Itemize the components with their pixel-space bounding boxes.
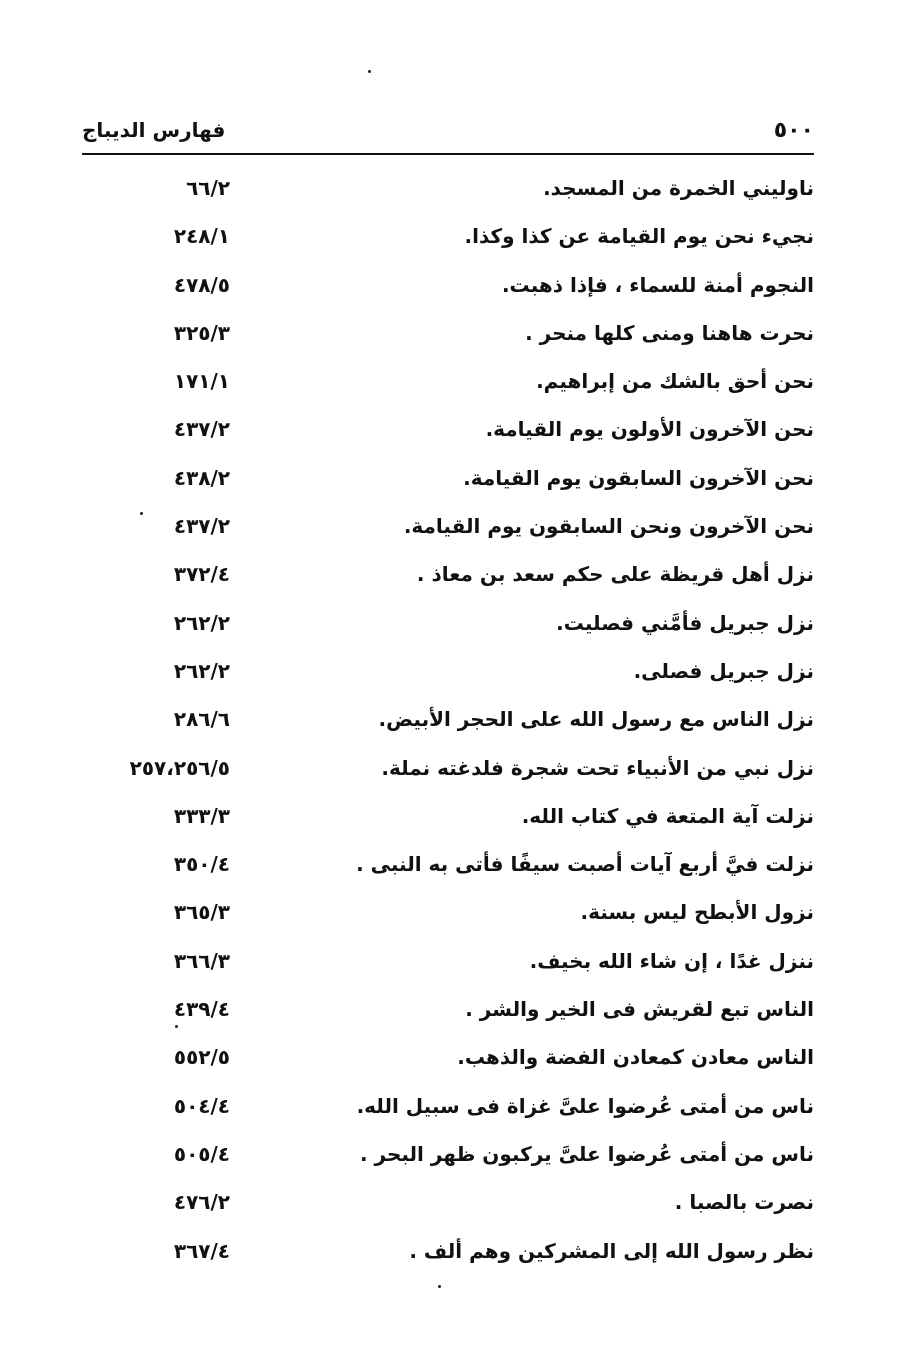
scan-speck <box>140 512 143 515</box>
entry-text: ناس من أمتى عُرضوا علىَّ يركبون ظهر البحر . <box>359 1141 814 1166</box>
entry-text: نزول الأبطح ليس بسنة. <box>580 900 814 925</box>
entry-text: نزل جبريل فصلى. <box>633 658 814 683</box>
entry-reference: ٣٣٣/٣ <box>173 803 230 828</box>
index-entry <box>100 896 814 944</box>
index-entry <box>100 269 814 317</box>
index-entry <box>100 607 814 655</box>
entry-reference: ٢٦٢/٢ <box>173 610 230 635</box>
index-entry <box>100 1041 814 1089</box>
index-entry <box>100 1235 814 1283</box>
entry-reference: ٣٦٧/٤ <box>173 1238 230 1263</box>
index-entry <box>100 703 814 751</box>
entry-reference: ١٧١/١ <box>173 369 230 394</box>
entry-reference: ٤٧٦/٢ <box>173 1190 230 1215</box>
entry-reference: ٢٦٢/٢ <box>173 658 230 683</box>
entry-text: نصرت بالصبا . <box>674 1190 814 1215</box>
entry-text: ناوليني الخمرة من المسجد. <box>543 176 814 200</box>
entry-text: نحن أحق بالشك من إبراهيم. <box>536 369 814 394</box>
entry-reference: ٥٠٤/٤ <box>173 1093 230 1118</box>
entry-text: ننزل غدًا ، إن شاء الله بخيف. <box>529 948 814 973</box>
entry-text: ناس من أمتى عُرضوا علىَّ غزاة فى سبيل الله. <box>356 1093 814 1118</box>
entry-text: نزل الناس مع رسول الله على الحجر الأبيض. <box>378 707 814 732</box>
index-entry <box>100 993 814 1041</box>
index-entry <box>100 800 814 848</box>
entry-reference: ٤٧٨/٥ <box>173 272 230 297</box>
entry-reference: ٤٣٧/٢ <box>173 417 230 442</box>
hadith-index-list <box>100 172 814 1283</box>
entry-text: نزل نبي من الأنبياء تحت شجرة فلدغته نملة. <box>381 755 814 780</box>
entry-text: نزلت آية المتعة في كتاب الله. <box>521 803 814 828</box>
entry-reference: ٢٥٧،٢٥٦/٥ <box>129 755 230 780</box>
entry-reference: ٦٦/٢ <box>186 176 230 200</box>
scan-speck <box>175 1025 178 1028</box>
index-entry <box>100 317 814 365</box>
entry-text: نحن الآخرون السابقون يوم القيامة. <box>463 465 814 490</box>
entry-reference: ٣٦٦/٣ <box>173 948 230 973</box>
index-entry <box>100 1090 814 1138</box>
index-entry <box>100 172 814 220</box>
index-entry <box>100 1138 814 1186</box>
entry-text: نزلت فيَّ أربع آيات أصبت سيفًا فأتى به النبى . <box>356 852 814 877</box>
index-entry <box>100 510 814 558</box>
entry-reference: ٢٤٨/١ <box>173 224 230 249</box>
index-entry <box>100 945 814 993</box>
entry-text: نحن الآخرون الأولون يوم القيامة. <box>485 417 814 442</box>
index-entry <box>100 462 814 510</box>
entry-reference: ٣٦٥/٣ <box>173 900 230 925</box>
entry-reference: ٤٣٨/٢ <box>173 465 230 490</box>
index-entry <box>100 1186 814 1234</box>
entry-reference: ٥٥٢/٥ <box>173 1045 230 1070</box>
page-number: ٥٠٠ <box>773 118 814 143</box>
entry-reference: ٤٣٩/٤ <box>173 997 230 1022</box>
entry-reference: ٢٨٦/٦ <box>173 707 230 732</box>
index-entry <box>100 220 814 268</box>
entry-text: نحن الآخرون ونحن السابقون يوم القيامة. <box>403 514 814 539</box>
entry-reference: ٤٣٧/٢ <box>173 514 230 539</box>
entry-text: نجيء نحن يوم القيامة عن كذا وكذا. <box>464 224 814 249</box>
header-rule <box>82 153 814 155</box>
running-title: فهارس الديباج <box>82 118 226 142</box>
entry-text: نظر رسول الله إلى المشركين وهم ألف . <box>409 1238 814 1263</box>
index-entry <box>100 752 814 800</box>
entry-text: النجوم أمنة للسماء ، فإذا ذهبت. <box>501 272 814 297</box>
entry-text: نزل أهل قريظة على حكم سعد بن معاذ . <box>416 562 814 587</box>
entry-reference: ٣٢٥/٣ <box>173 320 230 345</box>
scan-speck <box>368 70 371 73</box>
entry-reference: ٣٥٠/٤ <box>173 852 230 877</box>
scan-speck <box>438 1285 441 1288</box>
page-header <box>82 118 814 152</box>
index-entry <box>100 848 814 896</box>
entry-reference: ٣٧٢/٤ <box>173 562 230 587</box>
entry-text: نزل جبريل فأمَّني فصليت. <box>556 610 814 635</box>
index-entry <box>100 558 814 606</box>
index-entry <box>100 365 814 413</box>
entry-text: الناس معادن كمعادن الفضة والذهب. <box>457 1045 814 1070</box>
index-entry <box>100 413 814 461</box>
entry-text: نحرت هاهنا ومنى كلها منحر . <box>525 320 814 345</box>
entry-text: الناس تبع لقريش فى الخير والشر . <box>465 997 814 1022</box>
entry-reference: ٥٠٥/٤ <box>173 1141 230 1166</box>
index-entry <box>100 655 814 703</box>
